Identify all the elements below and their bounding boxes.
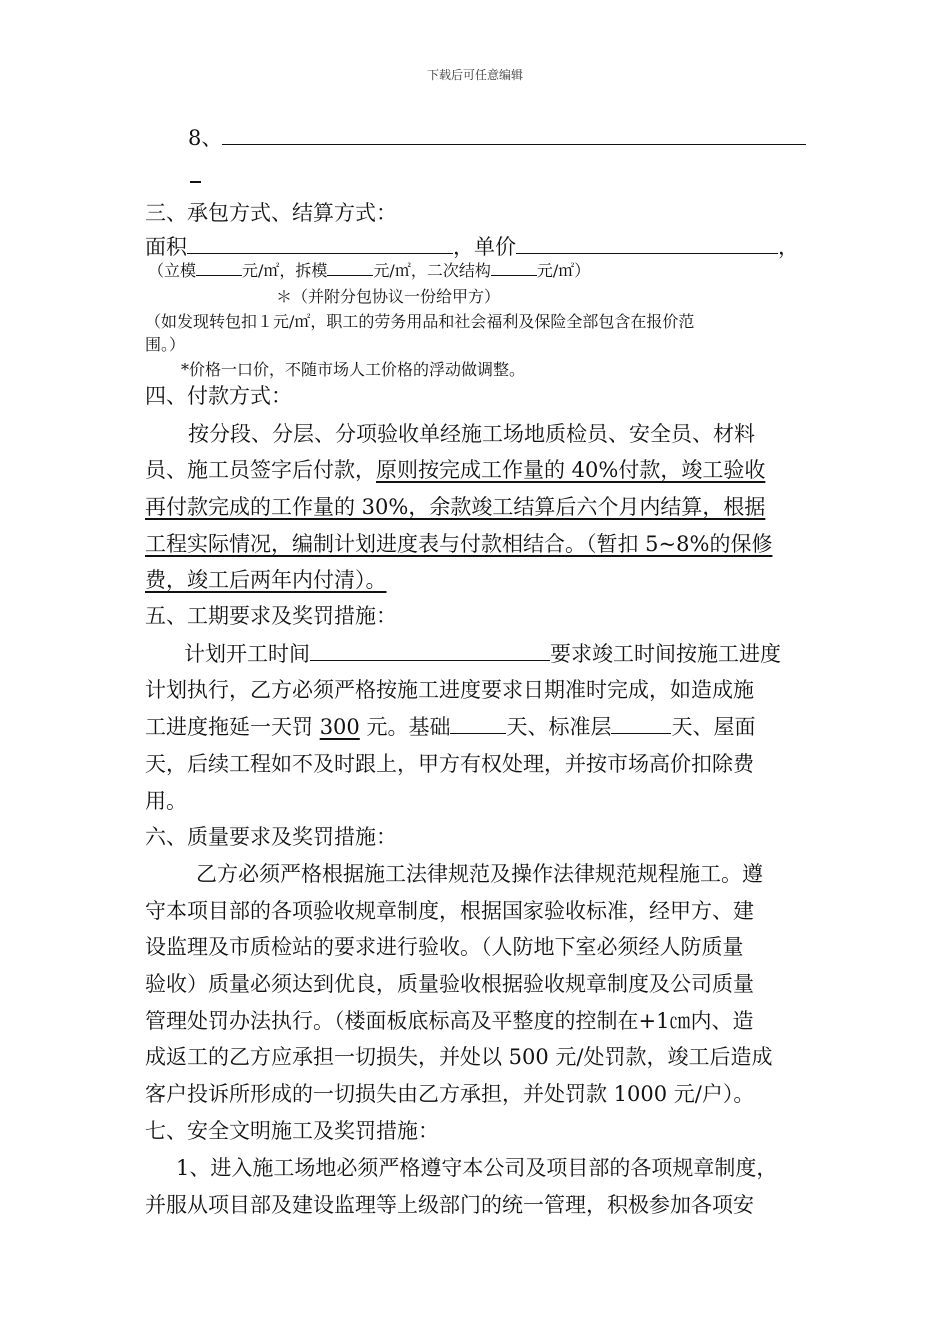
quality-line-5: 管理处罚办法执行。（楼面板底标高及平整度的控制在+1㎝内、造 — [145, 1009, 754, 1033]
start-time-blank[interactable] — [310, 640, 550, 661]
section-3-title: 三、承包方式、结算方式： — [145, 201, 397, 225]
note-subcontract-penalty: （如发现转包扣１元/㎡，职工的劳务用品和社会福利及保险全部包含在报价范 — [145, 312, 695, 331]
note-attach-agreement: ＊（并附分包协议一份给甲方） — [276, 287, 501, 306]
item-8-label: 8、 — [188, 126, 223, 150]
item-8 — [188, 124, 806, 152]
section-7-title: 七、安全文明施工及奖罚措施： — [145, 1119, 439, 1143]
note-fixed-price: *价格一口价，不随市场人工价格的浮动做调整。 — [181, 360, 526, 379]
payment-line-2 — [145, 456, 765, 484]
schedule-line-2: 计划执行，乙方必须严格按施工进度要求日期准时完成，如造成施 — [145, 678, 754, 702]
roof-label: 天、屋面 — [671, 715, 756, 739]
price-label: ，单价 — [453, 235, 516, 259]
area-blank[interactable] — [187, 233, 453, 254]
foundation-label: 元。基础 — [359, 715, 451, 739]
quality-line-1: 乙方必须严格根据施工法律规范及操作法律规范规程施工。遵 — [196, 862, 763, 886]
rate-label-removal: 元/㎡，拆模 — [242, 261, 328, 280]
delay-penalty-label: 工进度拖延一天罚 — [145, 715, 320, 739]
rate-label-secondary: 元/㎡，二次结构 — [373, 261, 491, 280]
quality-line-2: 守本项目部的各项验收规章制度，根据国家验收标准，经甲方、建 — [145, 899, 754, 923]
schedule-line-4: 天，后续工程如不及时跟上，甲方有权处理，并按市场高价扣除费 — [145, 752, 754, 776]
section-5-title: 五、工期要求及奖罚措施： — [145, 604, 397, 628]
quality-line-4: 验收）质量必须达到优良，质量验收根据验收规章制度及公司质量 — [145, 972, 754, 996]
schedule-line-1 — [184, 640, 781, 668]
payment-line-4: 工程实际情况，编制计划进度表与付款相结合。（暂扣 5~8%的保修 — [145, 532, 773, 556]
safety-line-1: 1、进入施工场地必须严格遵守本公司及项目部的各项规章制度， — [176, 1156, 778, 1180]
payment-line-1: 按分段、分层、分项验收单经施工场地质检员、安全员、材料 — [188, 422, 755, 446]
payment-line-2-underlined: 原则按完成工作量的 40%付款，竣工验收 — [376, 458, 766, 482]
payment-line-2-plain: 员、施工员签字后付款， — [145, 458, 376, 482]
standard-floor-label: 天、标准层 — [506, 715, 612, 739]
delay-penalty-amount: 300 — [319, 715, 360, 739]
schedule-line-3 — [145, 713, 755, 741]
price-comma: ， — [778, 235, 799, 259]
foundation-days-blank[interactable] — [450, 713, 506, 734]
start-time-label: 计划开工时间 — [184, 642, 310, 666]
quality-line-6: 成返工的乙方应承担一切损失，并处以 500 元/处罚款，竣工后造成 — [145, 1045, 773, 1069]
rate-label-formwork: （立模 — [148, 261, 197, 280]
payment-line-3: 再付款完成的工作量的 30%，余款竣工结算后六个月内结算，根据 — [145, 495, 766, 519]
rate-label-end: 元/㎡） — [536, 261, 591, 280]
section-6-title: 六、质量要求及奖罚措施： — [145, 825, 397, 849]
area-label: 面积 — [145, 235, 187, 259]
secondary-rate-blank[interactable] — [491, 260, 537, 276]
page-header: 下载后可任意编辑 — [426, 68, 523, 82]
area-price-line — [145, 233, 799, 261]
quality-line-7: 客户投诉所形成的一切损失由乙方承担，并处罚款 1000 元/户）。 — [145, 1082, 755, 1106]
formwork-rate-blank[interactable] — [196, 260, 242, 276]
completion-label: 要求竣工时间按施工进度 — [550, 642, 781, 666]
price-blank[interactable] — [516, 233, 778, 254]
item-8-blank-continuation — [190, 181, 201, 183]
rates-line — [148, 260, 590, 282]
payment-line-5: 费，竣工后两年内付清）。 — [145, 568, 387, 592]
note-subcontract-penalty-cont: 围。） — [145, 335, 186, 354]
item-8-blank[interactable] — [222, 124, 806, 145]
safety-line-2: 并服从项目部及建设监理等上级部门的统一管理，积极参加各项安 — [145, 1193, 754, 1217]
schedule-line-5: 用。 — [145, 789, 187, 813]
section-4-title: 四、付款方式： — [145, 384, 292, 408]
standard-floor-days-blank[interactable] — [611, 713, 671, 734]
removal-rate-blank[interactable] — [327, 260, 373, 276]
quality-line-3: 设监理及市质检站的要求进行验收。（人防地下室必须经人防质量 — [145, 935, 744, 959]
